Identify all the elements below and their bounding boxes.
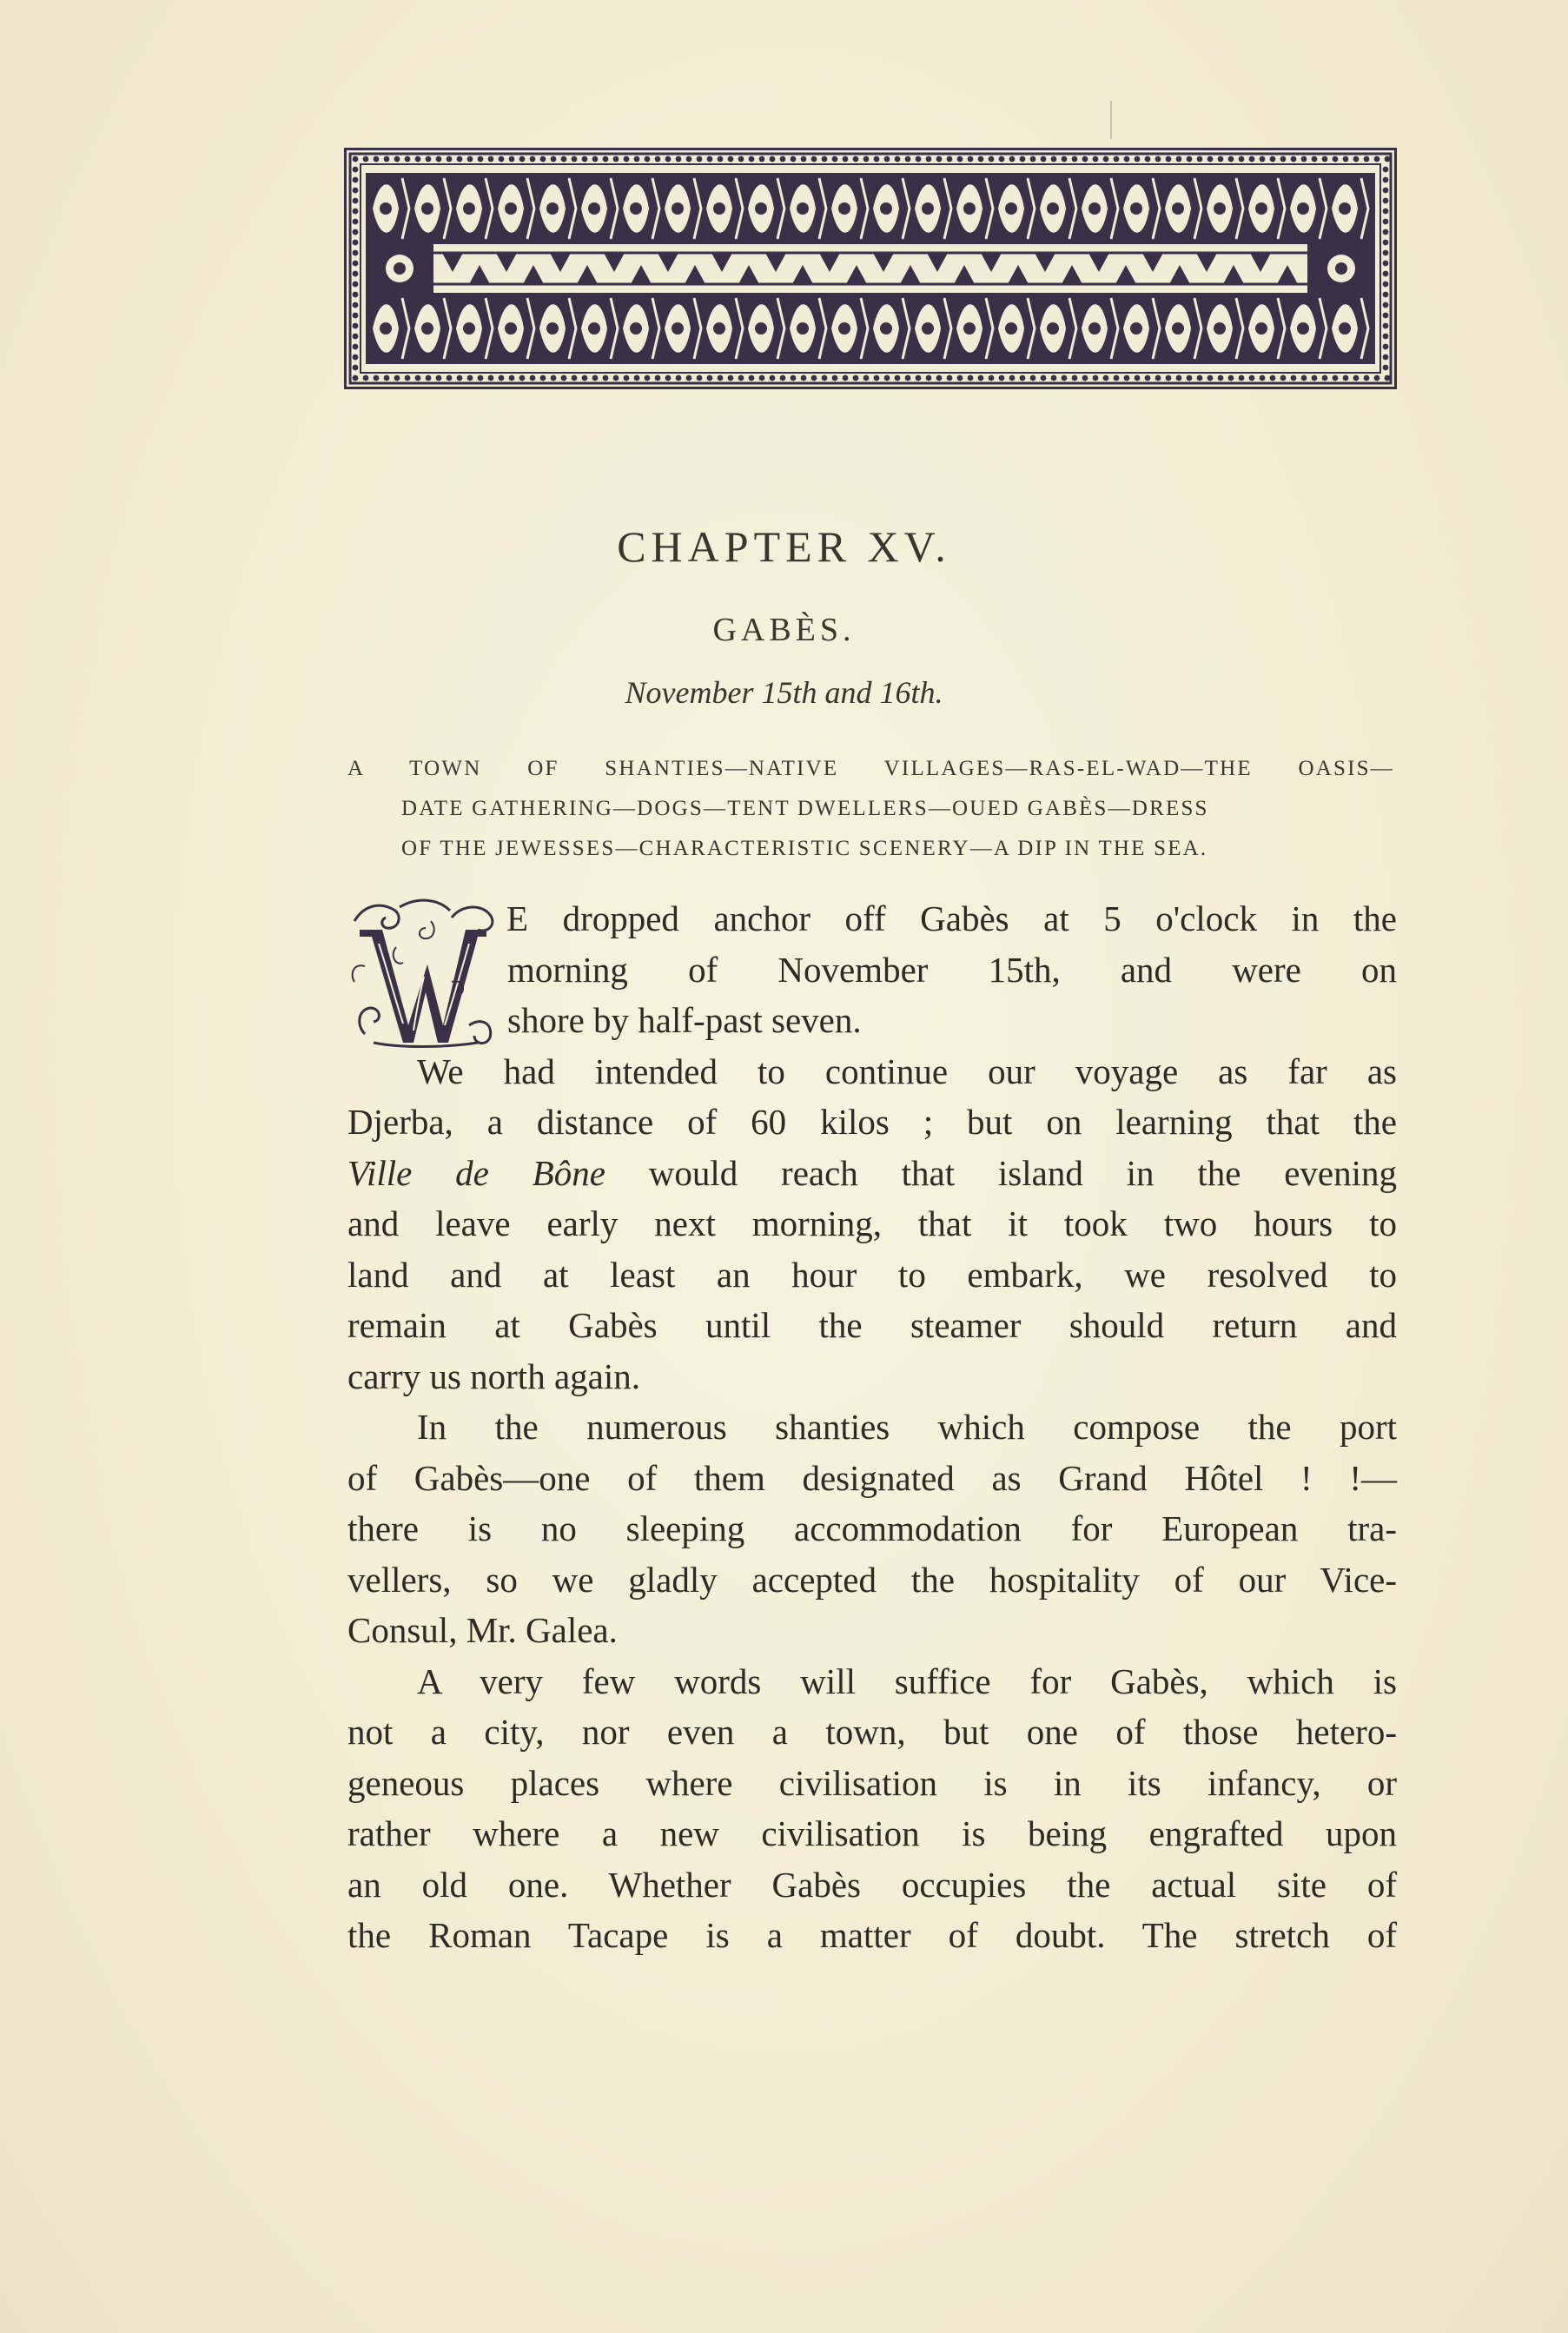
text-line: there is no sleeping accommodation for European tra-: [347, 1508, 1397, 1548]
text-line: Djerba, a distance of 60 kilos ; but on learning that the: [347, 1102, 1397, 1142]
text-line: Consul, Mr. Galea.: [347, 1610, 618, 1650]
text-line: an old one. Whether Gabès occupies the actual site of: [347, 1864, 1397, 1905]
synopsis-line: OF THE JEWESSES—CHARACTERISTIC SCENERY—A DIP IN THE SEA.: [401, 837, 1208, 860]
text-line: In the numerous shanties which compose the port: [417, 1407, 1397, 1447]
chapter-place: GABÈS.: [712, 612, 856, 648]
text-line-italic: [347, 1148, 1397, 1199]
ornamental-headpiece: [344, 148, 1397, 389]
chapter-date: November 15th and 16th.: [625, 675, 943, 710]
text-line: We had intended to continue our voyage as far as: [417, 1051, 1397, 1091]
text-line: not a city, nor even a town, but one of those hetero-: [347, 1712, 1397, 1752]
body-text: [347, 893, 1397, 1961]
text-line: geneous places where civilisation is in its infancy, or: [347, 1762, 1397, 1803]
synopsis-line: A TOWN OF SHANTIES—NATIVE VILLAGES—RAS-EL-WAD—THE OASIS—: [347, 757, 1394, 780]
text-line: shore by half-past seven.: [507, 1000, 862, 1040]
chapter-title: CHAPTER XV.: [617, 522, 951, 571]
text-line: remain at Gabès until the steamer should return and: [347, 1305, 1397, 1345]
chapter-synopsis: [347, 749, 1394, 869]
text-line: E dropped anchor off Gabès at 5 o'clock in the: [506, 898, 1397, 938]
margin-mark: [1110, 101, 1112, 139]
text-line: land and at least an hour to embark, we resolved to: [347, 1254, 1397, 1295]
text-line: morning of November 15th, and were on: [507, 949, 1397, 990]
ornament-pattern-icon: [347, 150, 1394, 387]
ship-line-rest: would reach that island in the evening: [605, 1152, 1398, 1193]
synopsis-line: DATE GATHERING—DOGS—TENT DWELLERS—OUED GABÈS—DRESS: [401, 797, 1209, 820]
text-line: carry us north again.: [347, 1355, 640, 1396]
text-line: the Roman Tacape is a matter of doubt. The stretch of: [347, 1915, 1397, 1955]
text-line: vellers, so we gladly accepted the hospitality of our Vice-: [347, 1559, 1397, 1600]
ship-name: Ville de Bône: [347, 1152, 605, 1193]
text-line: and leave early next morning, that it took two hours to: [347, 1203, 1397, 1243]
text-line: rather where a new civilisation is being engrafted upon: [347, 1813, 1397, 1853]
text-line: of Gabès—one of them designated as Grand Hôtel ! !—: [347, 1457, 1397, 1498]
text-line: A very few words will suffice for Gabès, which is: [417, 1660, 1397, 1701]
